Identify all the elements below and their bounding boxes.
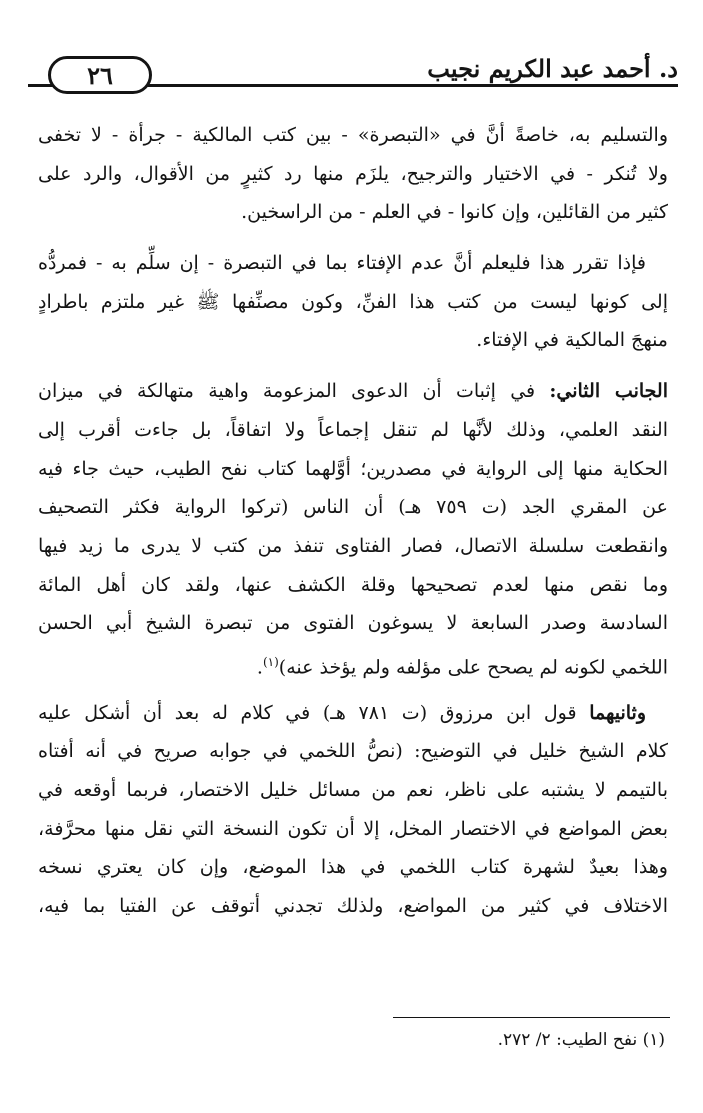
text-line [38,694,668,733]
text-line: منهجَ المالكية في الإفتاء. [476,329,668,352]
text-run: قول ابن مرزوق (ت ٧٨١ هـ) في كلام له بعد أن أشكل عليه [38,701,590,724]
text-line: بالتيمم لا يشتبه على ناظر، نعم من مسائل خليل الاختصار، فربما أوقعه في [38,779,668,801]
text-line: الحكاية منها إلى الرواية في مصدرين؛ أوَّلهما كتاب نفح الطيب، حيث جاء فيه [38,457,668,480]
page-number: ٢٦ [48,56,152,94]
text-line: النقد العلمي، وذلك لأنَّها لم تنقل إجماعاً ولا اتفاقاً، بل جاءت أقرب إلى [38,418,668,441]
text-line: ولا تُنكر - في الاختيار والترجيح، يلزَم منها رد كثيرٍ من الأقوال، والرد على [38,162,668,185]
footnote-reference: (١) [262,654,279,669]
text-line: وانقطعت سلسلة الاتصال، فصار الفتاوى تنفذ من كتب لا يدرى ما زيد فيها [38,534,668,557]
text-line: كلام الشيخ خليل في التوضيح: (نصُّ اللخمي في جوابه صريح في أنه أفتاه [38,740,668,763]
footnote-separator [393,1017,670,1018]
section-lead: وثانيهما [589,701,646,724]
text-line: فإذا تقرر هذا فليعلم أنَّ عدم الإفتاء بما في التبصرة - إن سلِّم به - فمردُّه [38,252,646,275]
text-line: والتسليم به، خاصةً أنَّ في «التبصرة» - بين كتب المالكية - جرأة - لا تخفى [38,124,668,146]
text-line: اللخمي لكونه لم يصحح على مؤلفه ولم يؤخذ عنه)$^{(١)}$. [256,654,668,679]
text-line: السادسة وصدر السابعة لا يسوغون الفتوى من تبصرة الشيخ أبي الحسن [38,612,668,635]
footnote: (١) نفح الطيب: ٢/ ٢٧٢. [497,1030,665,1050]
text-line [38,372,668,411]
text-run: في إثبات أن الدعوى المزعومة واهية متهالكة في ميزان [38,380,550,403]
page-body [38,116,668,926]
text-line: الاختلاف في كثير من المواضع، ولذلك تجدني أتوقف عن الفتيا بما فيه، [38,895,668,918]
text-run: اللخمي لكونه لم يصحح على مؤلفه ولم يؤخذ عنه) [278,656,668,679]
section-lead: الجانب الثاني: [549,380,668,403]
text-line: وما نقص منها لعدم تصحيحها وقلة الكشف عنها، ولقد كان أهل المائة [38,573,668,596]
text-line: عن المقري الجد (ت ٧٥٩ هـ) أن الناس (تركوا الرواية فكثر التصحيف [38,496,668,519]
text-line: إلى كونها ليست من كتب هذا الفنِّ، وكون مصنِّفها ﷺ غير ملتزم باطرادٍ [38,290,668,313]
author-name: د. أحمد عبد الكريم نجيب [419,54,678,83]
text-line: كثير من القائلين، وإن كانوا - في العلم - من الراسخين. [241,201,668,224]
text-line: وهذا بعيدٌ لشهرة كتاب اللخمي في هذا الموضع، وإن كان يعتري نسخه [38,856,668,879]
text-line: بعض المواضع في الاختصار المخل، إلا أن تكون النسخة التي نقل منها محرَّفة، [38,817,668,840]
page-header [28,54,678,98]
